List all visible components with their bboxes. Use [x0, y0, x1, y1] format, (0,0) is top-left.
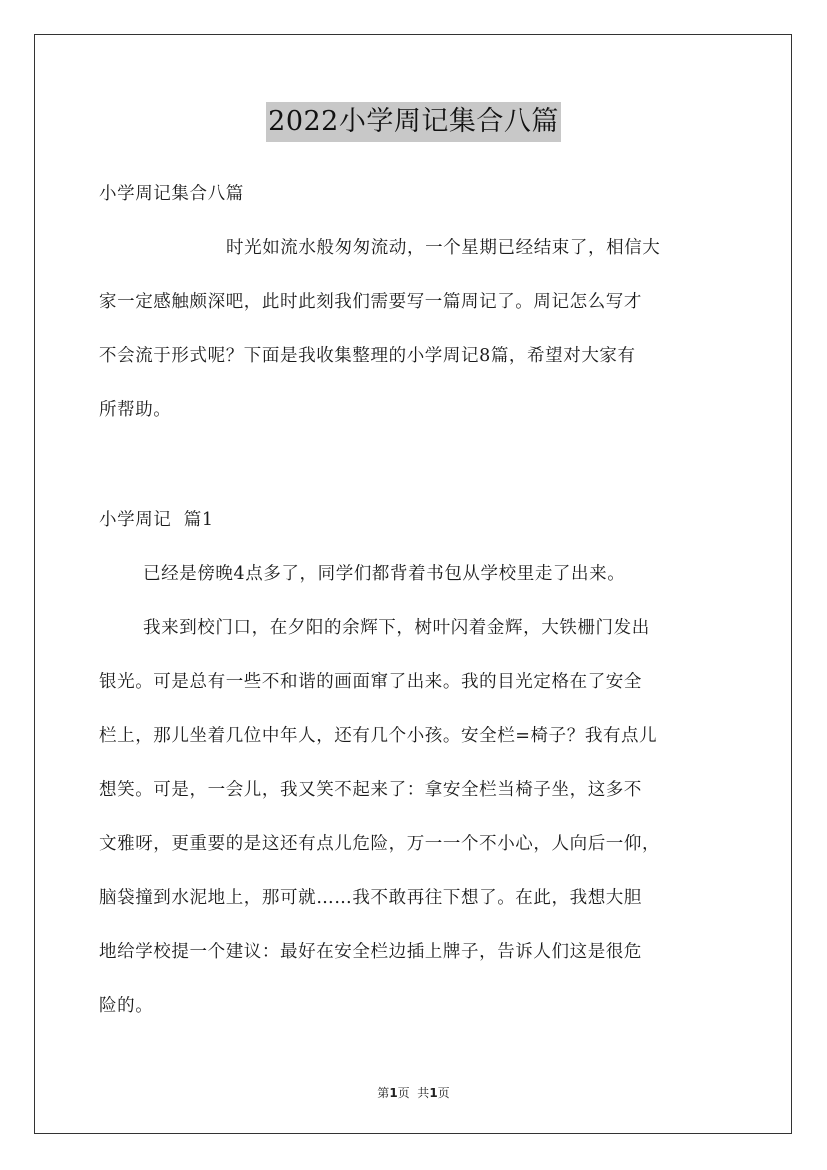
paragraph-2-line: 我来到校门口，在夕阳的余辉下，树叶闪着金辉，大铁栅门发出: [143, 618, 650, 638]
paragraph-2-line: 栏上，那儿坐着几位中年人，还有几个小孩。安全栏=椅子？我有点儿: [99, 726, 658, 746]
document-title: 2022小学周记集合八篇: [266, 102, 561, 142]
intro-line: 所帮助。: [99, 400, 172, 420]
paragraph-2-line: 文雅呀，更重要的是这还有点儿危险，万一一个不小心，人向后一仰，: [99, 834, 661, 854]
paragraph-2-line: 险的。: [99, 996, 154, 1016]
paragraph-2-line: 银光。可是总有一些不和谐的画面窜了出来。我的目光定格在了安全: [99, 672, 642, 692]
paragraph-2: [99, 601, 729, 1033]
paragraph-2-line: 脑袋撞到水泥地上，那可就……我不敢再往下想了。在此，我想大胆: [99, 888, 642, 908]
footer-page-current: 1: [389, 1086, 398, 1100]
paragraph-2-line: 地给学校提一个建议：最好在安全栏边插上牌子，告诉人们这是很危: [99, 942, 642, 962]
intro-line: 不会流于形式呢？下面是我收集整理的小学周记8篇，希望对大家有: [99, 346, 636, 366]
intro-line: 家一定感触颇深吧，此时此刻我们需要写一篇周记了。周记怎么写才: [99, 292, 642, 312]
section-heading: 小学周记 篇1: [99, 510, 214, 530]
document-subtitle: 小学周记集合八篇: [99, 184, 244, 204]
paragraph-2-line: 想笑。可是，一会儿，我又笑不起来了：拿安全栏当椅子坐，这多不: [99, 780, 642, 800]
page-footer: [0, 1084, 827, 1101]
title-container: [0, 102, 827, 142]
paragraph-1: 已经是傍晚4点多了，同学们都背着书包从学校里走了出来。: [143, 564, 626, 584]
footer-page-mid: 页 共: [397, 1086, 430, 1100]
footer-page-suffix: 页: [437, 1086, 450, 1100]
footer-page-total: 1: [429, 1086, 438, 1100]
footer-page-prefix: 第: [377, 1086, 390, 1100]
intro-line: 时光如流水般匆匆流动，一个星期已经结束了，相信大: [226, 238, 661, 258]
intro-paragraph: [99, 221, 729, 437]
